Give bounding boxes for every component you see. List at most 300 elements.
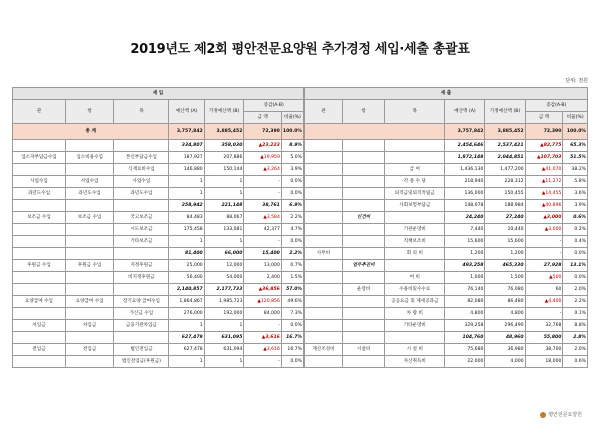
logo-icon: [540, 412, 546, 418]
value-diff: ▲120,856: [244, 296, 281, 308]
hang-cell: [65, 248, 113, 260]
gwan-cell: 사업수입: [13, 176, 66, 188]
value-diff: 2,400: [244, 272, 281, 284]
value-diff: -: [244, 320, 281, 332]
col-hang: 항: [342, 100, 384, 124]
mok-cell: 시 설 비: [385, 344, 445, 356]
hang-cell: 차입금: [65, 320, 113, 332]
mok-cell: 직책보조비: [385, 236, 445, 248]
gwan-cell: [305, 260, 343, 272]
value-a: 1: [169, 188, 204, 200]
value-a: 136,000: [445, 188, 485, 200]
gwan-cell: 전입금: [13, 344, 66, 356]
gwan-cell: 입소자부담금수입: [13, 152, 66, 164]
hang-cell: [65, 356, 113, 368]
value-ratio: 13.1%: [563, 260, 588, 272]
col-mok: 목: [114, 100, 169, 124]
gwan-cell: [305, 224, 343, 236]
col-amt: 금 액: [525, 112, 563, 124]
value-b: 88,067: [204, 212, 244, 224]
table-row: [305, 176, 588, 188]
hang-cell: [342, 200, 384, 212]
value-a: 493,258: [445, 260, 485, 272]
value-ratio: 8.8%: [563, 320, 588, 332]
value-diff: ▲3,000: [525, 212, 563, 224]
value-ratio: 57.0%: [281, 284, 303, 296]
hang-cell: 업무추진비: [342, 260, 384, 272]
table-row: [13, 356, 304, 368]
value-b: 221,148: [204, 200, 244, 212]
value-a: 175,458: [169, 224, 204, 236]
value-b: 1: [204, 236, 244, 248]
value-b: 1: [204, 320, 244, 332]
gwan-cell: [13, 356, 66, 368]
value-a: 334,807: [169, 140, 204, 152]
value-ratio: 0.1%: [563, 308, 588, 320]
mok-cell: 공공요금 및 제세공과금: [385, 296, 445, 308]
hang-cell: [342, 332, 384, 344]
gwan-cell: 차입금: [13, 320, 66, 332]
mok-cell: 기타보조금: [114, 236, 169, 248]
value-diff: ▲3,584: [244, 212, 281, 224]
value-a: 81,400: [169, 248, 204, 260]
value-ratio: 51.5%: [563, 152, 588, 164]
value-a: 84,483: [169, 212, 204, 224]
hang-cell: [342, 272, 384, 284]
col-gwan: 관: [13, 100, 66, 124]
value-ratio: 0.0%: [563, 248, 588, 260]
value-b: 1: [204, 356, 244, 368]
value-diff: ▲500: [525, 272, 563, 284]
col-ratio: 비율(%): [281, 112, 303, 124]
value-diff: -: [244, 176, 281, 188]
hang-cell: [65, 224, 113, 236]
revenue-section-title: 세 입: [13, 88, 304, 100]
value-b: 150,144: [204, 164, 244, 176]
col-diff: 증감(A-B): [525, 100, 587, 112]
col-gwan: 관: [305, 100, 343, 124]
hang-cell: [65, 236, 113, 248]
value-a: 187,927: [169, 152, 204, 164]
hang-cell: 후원금 수입: [65, 260, 113, 272]
value-b: 48,960: [485, 332, 525, 344]
revenue-table: [12, 87, 304, 368]
value-diff: -: [525, 308, 563, 320]
hang-cell: [65, 200, 113, 212]
value-diff: 42,377: [244, 224, 281, 236]
value-diff: ▲36,856: [244, 284, 281, 296]
mok-cell: 각 종 수 당: [385, 176, 445, 188]
table-row: [305, 272, 588, 284]
hang-cell: [342, 308, 384, 320]
table-row: [305, 356, 588, 368]
value-b: 150,455: [485, 188, 525, 200]
value-a: 1,200: [445, 248, 485, 260]
table-row: [305, 284, 588, 296]
mok-cell: 기타운영비: [385, 320, 445, 332]
value-b: 86,480: [485, 296, 525, 308]
total-r: 100.0%: [281, 124, 303, 140]
table-row: [13, 212, 304, 224]
value-b: 1,985,723: [204, 296, 244, 308]
mok-cell: 여 비: [385, 272, 445, 284]
hang-cell: [342, 176, 384, 188]
table-row: [305, 260, 588, 272]
hang-cell: 인건비: [342, 212, 384, 224]
value-b: 1,500: [485, 272, 525, 284]
mok-cell: 법인전입금: [114, 344, 169, 356]
value-b: 1: [204, 176, 244, 188]
value-ratio: 0.6%: [563, 356, 588, 368]
value-diff: -: [525, 236, 563, 248]
value-ratio: 38.2%: [563, 164, 588, 176]
value-ratio: 16.7%: [281, 344, 303, 356]
value-a: 2,454,646: [445, 140, 485, 152]
value-b: 66,000: [204, 248, 244, 260]
gwan-cell: [13, 224, 66, 236]
hang-cell: [65, 308, 113, 320]
value-b: 631,095: [204, 332, 244, 344]
gwan-cell: [305, 212, 343, 224]
hang-cell: [65, 284, 113, 296]
hang-cell: [342, 248, 384, 260]
col-budget: 예산액 (A): [445, 100, 485, 124]
value-ratio: 2.2%: [563, 296, 588, 308]
hang-cell: 전입금: [65, 344, 113, 356]
hang-cell: 사업수입: [65, 176, 113, 188]
mok-cell: 자산취득비: [385, 356, 445, 368]
hang-cell: 시설비: [342, 344, 384, 356]
gwan-cell: [305, 320, 343, 332]
hang-cell: [342, 296, 384, 308]
value-ratio: 0.7%: [281, 260, 303, 272]
value-ratio: 0.0%: [281, 236, 303, 248]
gwan-cell: [305, 152, 343, 164]
value-a: 1: [169, 320, 204, 332]
value-diff: 38,761: [244, 200, 281, 212]
mok-cell: 식재료비수입: [114, 164, 169, 176]
value-ratio: 1.5%: [281, 272, 303, 284]
value-b: 12,000: [204, 260, 244, 272]
value-a: 82,080: [445, 296, 485, 308]
page-title: 2019년도 제2회 평안전문요양원 추가경정 세입·세출 총괄표: [130, 42, 470, 57]
value-diff: 27,928: [525, 260, 563, 272]
value-ratio: 0.0%: [281, 188, 303, 200]
value-ratio: 49.6%: [281, 296, 303, 308]
value-a: 146,880: [169, 164, 204, 176]
value-diff: ▲19,959: [244, 152, 281, 164]
gwan-cell: [13, 140, 66, 152]
gwan-cell: [305, 188, 343, 200]
value-ratio: 65.3%: [563, 140, 588, 152]
mok-cell: [385, 332, 445, 344]
gwan-cell: [305, 296, 343, 308]
mok-cell: 회 의 비: [385, 248, 445, 260]
mok-cell: 퇴직금및퇴직적립금: [385, 188, 445, 200]
table-row: [13, 140, 304, 152]
value-a: 258,942: [169, 200, 204, 212]
value-a: 329,258: [445, 320, 485, 332]
mok-cell: [114, 332, 169, 344]
value-a: 25,000: [169, 260, 204, 272]
expense-table: [304, 87, 588, 368]
value-b: 15,600: [485, 236, 525, 248]
gwan-cell: [13, 308, 66, 320]
value-diff: 84,000: [244, 308, 281, 320]
table-row: [13, 296, 304, 308]
value-b: 36,980: [485, 344, 525, 356]
value-ratio: 0.6%: [563, 212, 588, 224]
table-row: [13, 152, 304, 164]
mok-cell: 국고보조금: [114, 212, 169, 224]
gwan-cell: [305, 200, 343, 212]
total-label: [305, 124, 445, 140]
value-b: 2,044,851: [485, 152, 525, 164]
value-b: 54,000: [204, 272, 244, 284]
value-b: 1,477,200: [485, 164, 525, 176]
total-d: 72,390: [244, 124, 281, 140]
value-diff: ▲3,616: [244, 332, 281, 344]
hang-cell: 보조금 수입: [65, 212, 113, 224]
total-label: 총 계: [13, 124, 169, 140]
table-row: [13, 260, 304, 272]
hang-cell: [342, 224, 384, 236]
mok-cell: 시도보조금: [114, 224, 169, 236]
mok-cell: [385, 212, 445, 224]
gwan-cell: [13, 272, 66, 284]
value-ratio: 2.2%: [281, 248, 303, 260]
gwan-cell: [13, 248, 66, 260]
mok-cell: [114, 140, 169, 152]
value-a: 1,000: [445, 272, 485, 284]
value-a: 1,436,130: [445, 164, 485, 176]
value-diff: ▲11,272: [525, 176, 563, 188]
table-row: [305, 248, 588, 260]
hang-cell: [342, 164, 384, 176]
value-a: 2,140,857: [169, 284, 204, 296]
mok-cell: 차 량 비: [385, 308, 445, 320]
value-b: 465,330: [485, 260, 525, 272]
table-row: [13, 320, 304, 332]
table-row: [305, 344, 588, 356]
table-row: [305, 152, 588, 164]
value-ratio: 0.0%: [281, 176, 303, 188]
value-a: 22,000: [445, 356, 485, 368]
mok-cell: 수용비및수수료: [385, 284, 445, 296]
value-ratio: 5.8%: [563, 176, 588, 188]
gwan-cell: 후원금 수입: [13, 260, 66, 272]
mok-cell: [385, 260, 445, 272]
value-b: 207,886: [204, 152, 244, 164]
hang-cell: [342, 188, 384, 200]
value-b: 4,800: [485, 308, 525, 320]
table-row: [305, 212, 588, 224]
value-a: 276,000: [169, 308, 204, 320]
hang-cell: [65, 164, 113, 176]
value-ratio: 16.7%: [281, 332, 303, 344]
value-diff: ▲3,616: [244, 344, 281, 356]
gwan-cell: [305, 356, 343, 368]
col-orig: 기정예산액 (B): [204, 100, 244, 124]
total-b: 3,885,452: [485, 124, 525, 140]
hang-cell: [65, 332, 113, 344]
value-diff: 55,800: [525, 332, 563, 344]
mok-cell: [385, 140, 445, 152]
value-diff: ▲82,775: [525, 140, 563, 152]
value-diff: 60: [525, 284, 563, 296]
gwan-cell: [13, 236, 66, 248]
value-ratio: 2.0%: [563, 284, 588, 296]
gwan-cell: [305, 164, 343, 176]
table-row: [305, 236, 588, 248]
value-diff: ▲3,000: [525, 224, 563, 236]
table-row: [305, 296, 588, 308]
total-d: 72,390: [525, 124, 563, 140]
gwan-cell: [13, 284, 66, 296]
value-b: 192,000: [204, 308, 244, 320]
gwan-cell: 과년도수입: [13, 188, 66, 200]
value-a: 148,078: [445, 200, 485, 212]
mok-cell: [114, 200, 169, 212]
col-mok: 목: [385, 100, 445, 124]
gwan-cell: 보조금 수입: [13, 212, 66, 224]
gwan-cell: [305, 140, 343, 152]
hang-cell: [342, 320, 384, 332]
table-row: [13, 188, 304, 200]
value-ratio: 3.9%: [563, 200, 588, 212]
value-b: 631,094: [204, 344, 244, 356]
table-row: [13, 236, 304, 248]
value-a: 56,400: [169, 272, 204, 284]
col-ratio: 비율(%): [563, 112, 588, 124]
value-b: 133,081: [204, 224, 244, 236]
hang-cell: 요양급여 수입: [65, 296, 113, 308]
value-b: 10,440: [485, 224, 525, 236]
gwan-cell: [305, 272, 343, 284]
unit-label: 단위: 천원: [565, 78, 588, 84]
value-diff: ▲40,896: [525, 200, 563, 212]
total-a: 3,757,842: [445, 124, 485, 140]
total-r: 100.0%: [563, 124, 588, 140]
col-orig: 기정예산액 (B): [485, 100, 525, 124]
value-ratio: 5.0%: [281, 152, 303, 164]
col-budget: 예산액 (A): [169, 100, 204, 124]
hang-cell: [342, 140, 384, 152]
value-diff: ▲107,703: [525, 152, 563, 164]
value-diff: ▲4,400: [525, 296, 563, 308]
table-row: [305, 140, 588, 152]
value-ratio: 8.9%: [281, 140, 303, 152]
value-ratio: 7.3%: [281, 308, 303, 320]
mok-cell: 사업수입: [114, 176, 169, 188]
total-b: 3,885,452: [204, 124, 244, 140]
col-diff: 증감(A-B): [244, 100, 304, 112]
value-ratio: 4.7%: [281, 224, 303, 236]
gwan-cell: [305, 284, 343, 296]
mok-cell: 기관운영비: [385, 224, 445, 236]
table-row: [305, 164, 588, 176]
col-hang: 항: [65, 100, 113, 124]
hang-cell: [342, 152, 384, 164]
value-b: 27,240: [485, 212, 525, 224]
mok-cell: 사회보험부담금: [385, 200, 445, 212]
table-row: [13, 248, 304, 260]
hang-cell: [342, 356, 384, 368]
gwan-cell: [305, 236, 343, 248]
value-ratio: 0.4%: [563, 236, 588, 248]
mok-cell: [385, 152, 445, 164]
gwan-cell: [305, 176, 343, 188]
org-logo: 평안전문요양원: [540, 411, 582, 418]
value-diff: -: [244, 236, 281, 248]
value-b: 76,080: [485, 284, 525, 296]
value-a: 627,478: [169, 344, 204, 356]
value-ratio: 3.6%: [563, 188, 588, 200]
mok-cell: 본인부담금수입: [114, 152, 169, 164]
hang-cell: [65, 272, 113, 284]
value-a: 1: [169, 236, 204, 248]
total-a: 3,757,842: [169, 124, 204, 140]
value-ratio: 2.0%: [563, 344, 588, 356]
table-row: [13, 332, 304, 344]
table-row: [13, 272, 304, 284]
value-a: 76,140: [445, 284, 485, 296]
value-a: 218,940: [445, 176, 485, 188]
gwan-cell: [13, 164, 66, 176]
value-b: 296,490: [485, 320, 525, 332]
mok-cell: 장기요양 급여수입: [114, 296, 169, 308]
value-ratio: 2.8%: [563, 332, 588, 344]
value-ratio: 6.9%: [281, 200, 303, 212]
value-a: 15,600: [445, 236, 485, 248]
value-a: 1: [169, 356, 204, 368]
gwan-cell: 재산조성비: [305, 344, 343, 356]
expense-section-title: 세 출: [305, 88, 588, 100]
gwan-cell: [13, 332, 66, 344]
value-ratio: 3.9%: [281, 164, 303, 176]
table-row: [13, 224, 304, 236]
hang-cell: 운영비: [342, 284, 384, 296]
mok-cell: 가산금 수입: [114, 308, 169, 320]
table-row: [305, 200, 588, 212]
value-diff: -: [525, 248, 563, 260]
value-ratio: 2.2%: [281, 212, 303, 224]
gwan-cell: [13, 200, 66, 212]
value-b: 2,537,421: [485, 140, 525, 152]
mok-cell: 법인전입금(후원금): [114, 356, 169, 368]
table-row: [13, 176, 304, 188]
mok-cell: 비지정후원금: [114, 272, 169, 284]
value-b: 1,200: [485, 248, 525, 260]
value-a: 104,760: [445, 332, 485, 344]
value-diff: ▲3,264: [244, 164, 281, 176]
value-b: 358,030: [204, 140, 244, 152]
mok-cell: 급 여: [385, 164, 445, 176]
value-a: 7,440: [445, 224, 485, 236]
value-a: 627,479: [169, 332, 204, 344]
value-diff: 32,768: [525, 320, 563, 332]
gwan-cell: 요양급여 수입: [13, 296, 66, 308]
mok-cell: 금융기관차입금: [114, 320, 169, 332]
value-diff: ▲23,223: [244, 140, 281, 152]
value-diff: ▲14,455: [525, 188, 563, 200]
table-row: [305, 332, 588, 344]
table-row: [305, 308, 588, 320]
value-b: 1: [204, 188, 244, 200]
mok-cell: 과년도수입: [114, 188, 169, 200]
mok-cell: 지정후원금: [114, 260, 169, 272]
value-a: 1: [169, 176, 204, 188]
